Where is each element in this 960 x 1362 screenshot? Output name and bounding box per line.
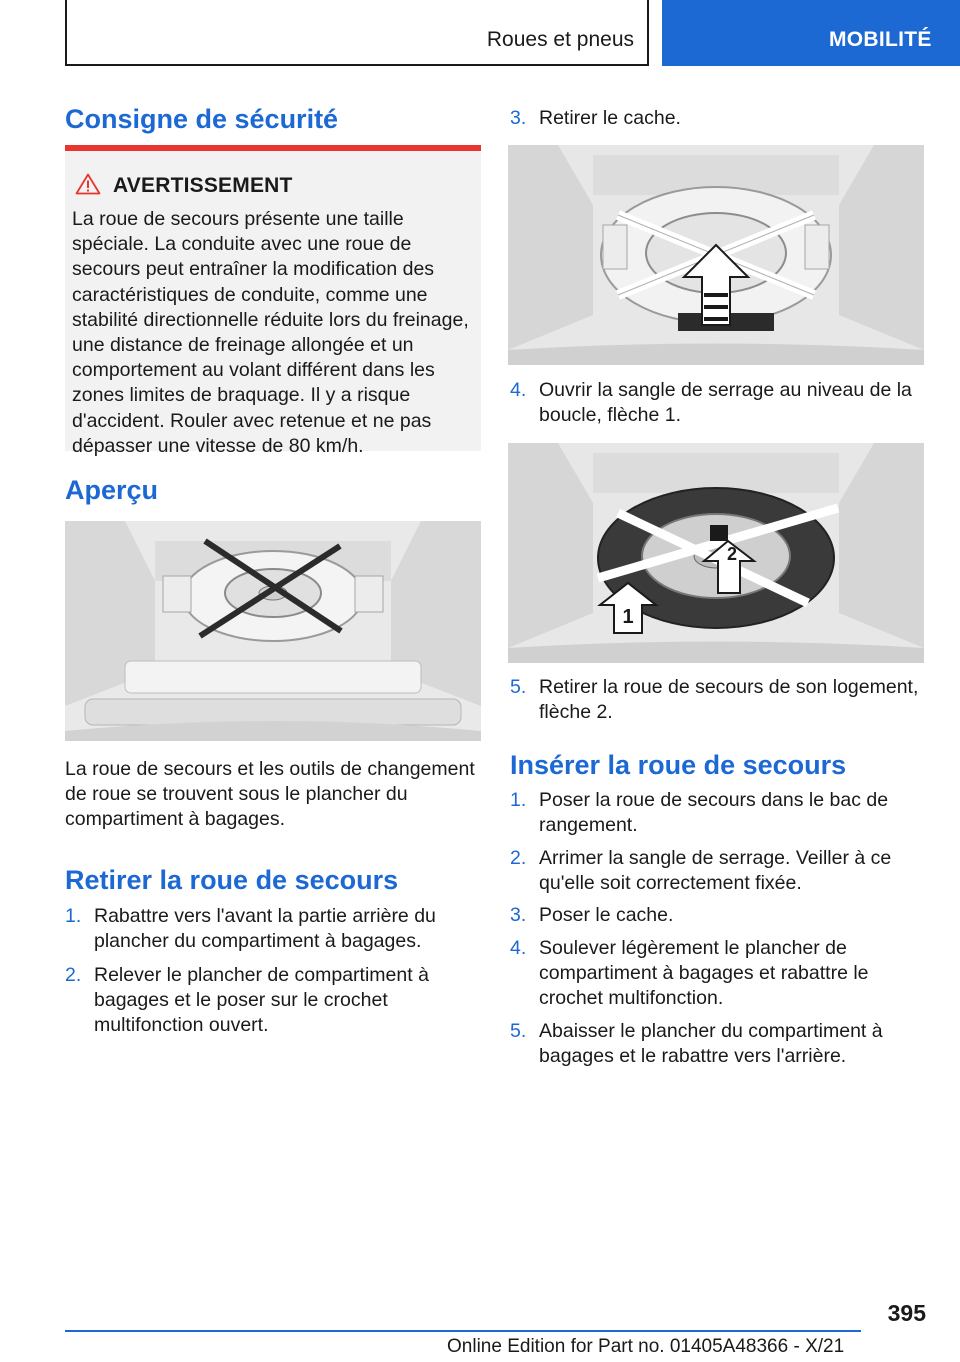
insert-step-3: [510, 903, 929, 929]
figure-open-strap: [508, 443, 924, 663]
step-text: Soulever légèrement le plancher de compartiment à bagages et rabattre le crochet multifonction.: [539, 937, 869, 1010]
warning-bar: [65, 145, 481, 151]
warning-box: [65, 145, 481, 457]
remove-step-2: [65, 963, 484, 1041]
remove-step-1: [65, 904, 484, 956]
step-number: 5.: [510, 676, 527, 698]
page-number: 395: [887, 1300, 926, 1326]
insert-step-1: [510, 788, 929, 840]
step-number: 2.: [510, 847, 527, 869]
figure-remove-cover: [508, 145, 924, 365]
step-number: 4.: [510, 937, 527, 959]
step-number: 3.: [510, 904, 527, 926]
figure-label-2: 2: [726, 544, 738, 564]
step-number: 5.: [510, 1020, 527, 1042]
footer-edition: Online Edition for Part no. 01405A48366 - X/21: [447, 1336, 845, 1357]
section-title: Roues et pneus: [486, 28, 634, 51]
step-number: 1.: [510, 789, 527, 811]
heading-safety: Consigne de sécurité: [65, 104, 339, 134]
overview-text: La roue de secours et les outils de changement de roue se trouvent sous le plancher du compartiment à bagages.: [65, 758, 475, 831]
step-text: Arrimer la sangle de serrage. Veiller à ce qu'elle soit correctement fixée.: [539, 847, 892, 895]
heading-remove: Retirer la roue de secours: [65, 865, 399, 895]
warning-text: La roue de secours présente une taille spéciale. La conduite avec une roue de secours peut entraîner la modification des caractéristiques de conduite, comme une stabilité directionnelle réduite lors du freinage, une distance de freinage allongée et un comportement au volant différent dans les zones limites de braquage. Il y a risque d'accident. Rouler avec retenue et ne pas dépasser une vitesse de 80 km/h.: [72, 208, 469, 457]
footer-rule: [65, 1330, 861, 1332]
insert-step-2: [510, 846, 929, 898]
remove-step-3: [510, 106, 929, 132]
insert-step-4: [510, 936, 929, 1014]
insert-step-5: [510, 1019, 929, 1071]
figure-label-1: 1: [622, 606, 634, 628]
step-text: Abaisser le plancher du compartiment à bagages et le rabattre vers l'arrière.: [539, 1020, 883, 1068]
step-text: Rabattre vers l'avant la partie arrière du plancher du compartiment à bagages.: [94, 905, 436, 953]
figure-trunk-overview: [65, 521, 481, 741]
step-number: 4.: [510, 379, 527, 401]
step-number: 2.: [65, 964, 82, 986]
remove-step-4: [510, 378, 929, 430]
step-text: Relever le plancher de compartiment à bagages et le poser sur le crochet multifonction ouvert.: [94, 964, 429, 1037]
step-text: Poser la roue de secours dans le bac de rangement.: [539, 789, 889, 837]
step-number: 3.: [510, 107, 527, 129]
heading-insert: Insérer la roue de secours: [510, 750, 847, 780]
warning-triangle-icon: [75, 173, 101, 195]
step-text: Retirer le cache.: [539, 107, 681, 129]
step-text: Poser le cache.: [539, 904, 674, 926]
warning-title: AVERTISSEMENT: [113, 174, 293, 197]
step-text: Retirer la roue de secours de son logement, flèche 2.: [539, 676, 919, 724]
chapter-tab-label: MOBILITÉ: [829, 28, 932, 51]
heading-overview: Aperçu: [65, 475, 159, 505]
remove-step-5: [510, 675, 929, 727]
step-text: Ouvrir la sangle de serrage au niveau de la boucle, flèche 1.: [539, 379, 912, 427]
step-number: 1.: [65, 905, 82, 927]
